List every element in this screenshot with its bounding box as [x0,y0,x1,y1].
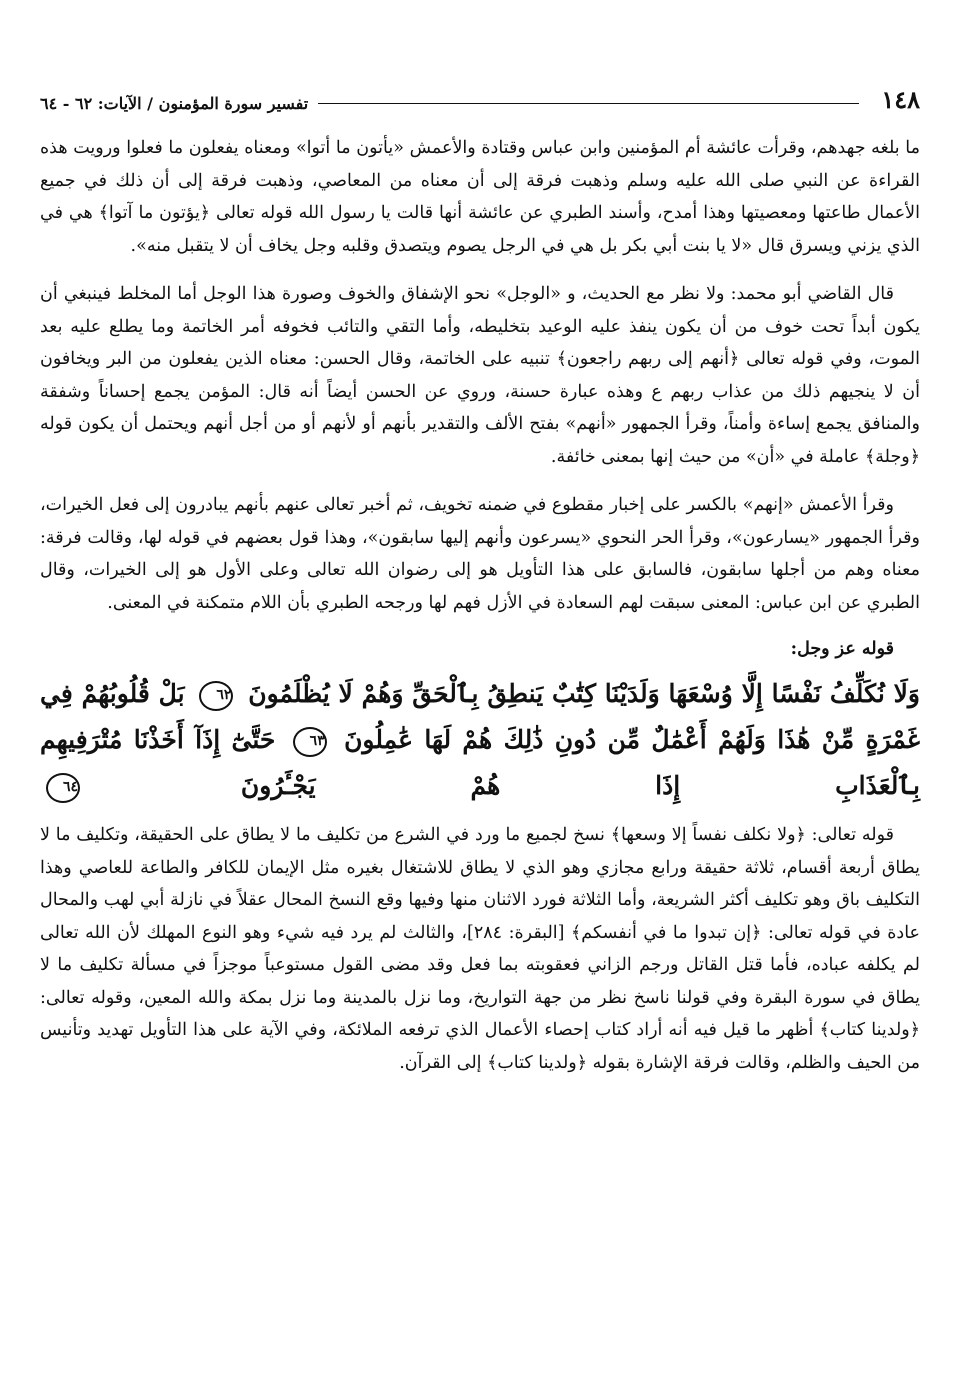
verse-64-text: حَتَّىٰٓ إِذَآ أَخَذْنَا مُتْرَفِيهِم بِٱلْعَذَابِ إِذَا هُمْ يَجْـَٔرُونَ [40,725,920,800]
running-title: تفسير سورة المؤمنون / الآيات: ٦٢ - ٦٤ [40,94,309,113]
verse-63-start: بَلْ قُلُوبُهُمْ فِي غَمْرَةٍ مِّنْ هَٰذَا [40,679,920,754]
ayah-63-marker: ٦٣ [293,727,327,757]
header-rule [318,103,859,104]
page-body [40,132,920,1079]
verse-62-text: وَلَا نُكَلِّفُ نَفْسًا إِلَّا وُسْعَهَا وَلَدَيْنَا كِتَٰبٌ يَنطِقُ بِٱلْحَقِّ وَهُمْ لَا يُظْلَمُونَ [248,679,920,708]
quran-verses [40,671,920,809]
page-number: ١٤٨ [881,85,920,114]
verse-intro: قوله عز وجل: [790,639,894,659]
page-header [40,78,920,112]
ayah-62-marker: ٦٢ [199,681,233,711]
paragraph-3: وقرأ الأعمش «إنهم» بالكسر على إخبار مقطوع في ضمنه تخويف، ثم أخبر تعالى عنهم بأنهم يبادرون إلى فعل الخيرات، وقرأ الجمهور «يسارعون»، وقرأ الحر النحوي «يسرعون وأنهم إليها سابقون»، وهذا قول بعضهم في قوله لها، وقالت فرقة: معناه وهم من أجلها سابقون، فالسابق على هذا التأويل هو إلى رضوان الله تعالى وعلى الأول هو إلى الخيرات، وقال الطبري عن ابن عباس: المعنى سبقت لهم السعادة في الأزل فهم لها ورجحه الطبري بأن اللام متمكنة في المعنى. [40,495,920,613]
paragraph-1: ما بلغه جهدهم، وقرأت عائشة أم المؤمنين وابن عباس وقتادة والأعمش «يأتون ما أتوا» ومعناه يفعلون ما فعلوا ورويت هذه القراءة عن النبي صلى الله عليه وسلم وذهبت فرقة إلى أن معناه من المعاصي، وذهبت فرقة إلى أن ذلك في جميع الأعمال طاعتها ومعصيتها وهذا أمدح، وأسند الطبري عن عائشة أنها قالت يا رسول الله قوله تعالى ﴿يؤتون ما آتوا﴾ هي في الذي يزني ويسرق قال «لا يا بنت أبي بكر بل هي في الرجل يصوم ويتصدق وقلبه وجل يخاف أن لا يتقبل منه». [40,138,920,256]
ayah-64-marker: ٦٤ [46,773,80,803]
paragraph-2: قال القاضي أبو محمد: ولا نظر مع الحديث، و «الوجل» نحو الإشفاق والخوف وصورة هذا الوجل أما المخلط فينبغي أن يكون أبداً تحت خوف من أن يكون ينفذ عليه الوعيد بتخليطه، وأما التقي والتائب فخوفه أمر الخاتمة وما يطلع عليه بعد الموت، وفي قوله تعالى ﴿أنهم إلى ربهم راجعون﴾ تنبيه على الخاتمة، وقال الحسن: معناه الذين يفعلون من البر ويخافون أن لا ينجيهم ذلك من عذاب ربهم ع وهذه عبارة حسنة، وروي عن الحسن أيضاً أنه قال: المؤمن يجمع إحساناً وشفقة والمنافق يجمع إساءة وأمناً، وقرأ الجمهور «أنهم» بفتح الألف والتقدير بأنهم أو لأنهم أو من أجل أنهم ويحتمل أن يكون قوله ﴿وجلة﴾ عاملة في «أن» من حيث إنها بمعنى خائفة. [40,284,920,467]
verse-63-end: وَلَهُمْ أَعْمَٰلٌ مِّن دُونِ ذَٰلِكَ هُمْ لَهَا عَٰمِلُونَ [344,725,766,754]
commentary-paragraph: قوله تعالى: ﴿ولا نكلف نفساً إلا وسعها﴾ نسخ لجميع ما ورد في الشرع من تكليف ما لا يطاق على الحقيقة، وتكليف ما لا يطاق أربعة أقسام، ثلاثة حقيقة ورابع مجازي وهو الذي لا يطاق للاشتغال بغيره مثل الإيمان للكافر والطاعة للعاصي وهذا التكليف باق وهو تكليف أكثر الشريعة، وأما الثلاثة فورد الاثنان منها وفيها وقع النسخ المحال عقلاً في نازلة أبي لهب والمحال عادة في قوله تعالى: ﴿إن تبدوا ما في أنفسكم﴾ [البقرة: ٢٨٤]، والثالث لم يرد فيه شيء وهو النوع المهلك لأن الله تعالى لم يكلفه عباده، فأما قتل القاتل ورجم الزاني فعقوبته بما فعل وقد مضى القول مستوعباً موجزاً في مسألة تكليف ما لا يطاق في سورة البقرة وفي قولنا ناسخ نظر من جهة التواريخ، وما نزل بالمدينة وما نزل بمكة والله المعين، وقوله تعالى: ﴿ولدينا كتاب﴾ أظهر ما قيل فيه أنه أراد كتاب إحصاء الأعمال الذي ترفعه الملائكة، وفي الآية على هذا التأويل تهديد وتأنيس من الحيف والظلم، وقالت فرقة الإشارة بقوله ﴿ولدينا كتاب﴾ إلى القرآن. [40,825,921,1073]
